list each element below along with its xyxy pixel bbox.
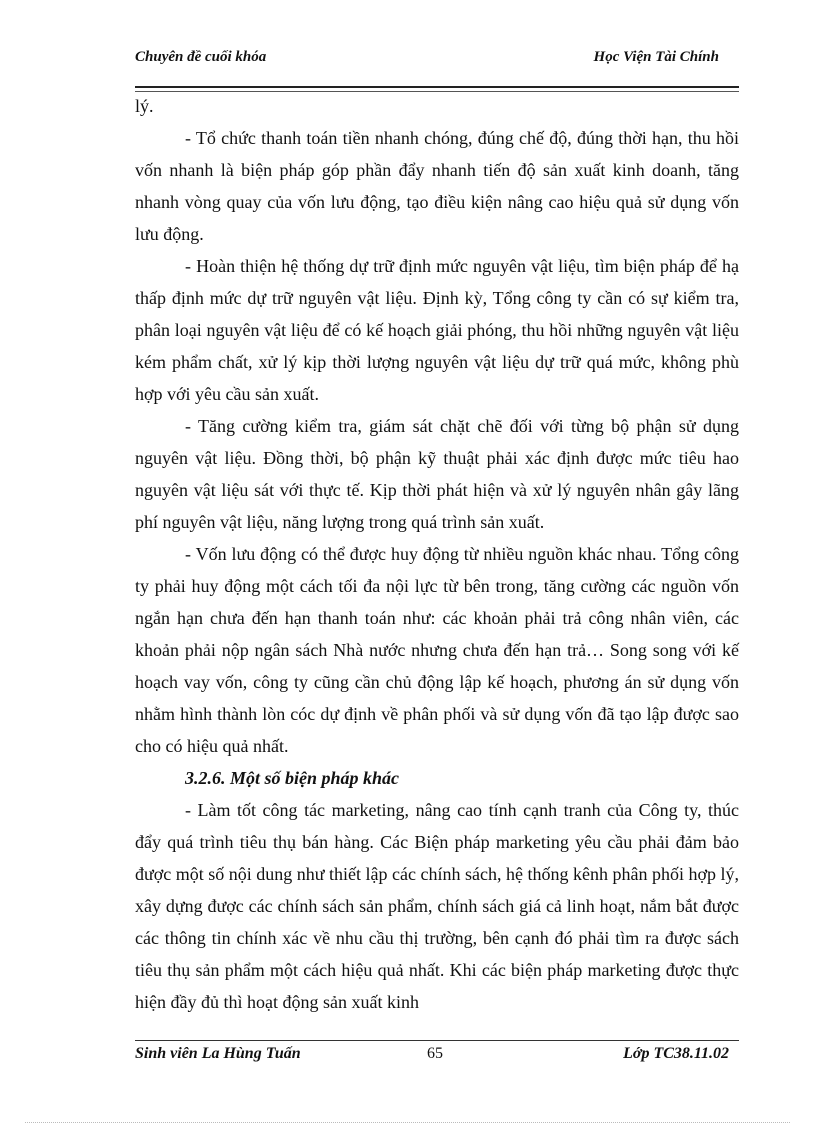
page-footer	[135, 1045, 739, 1067]
footer-rule	[135, 1040, 739, 1041]
paragraph-inventory: - Hoàn thiện hệ thống dự trữ định mức nguyên vật liệu, tìm biện pháp để hạ thấp định mức dự trữ nguyên vật liệu. Định kỳ, Tổng công ty cần có sự kiểm tra, phân loại nguyên vật liệu để có kế hoạch giải phóng, thu hồi những nguyên vật liệu kém phẩm chất, xử lý kịp thời lượng nguyên vật liệu dự trữ quá mức, không phù hợp với yêu cầu sản xuất.	[135, 256, 739, 404]
paragraph-marketing: - Làm tốt công tác marketing, nâng cao tính cạnh tranh của Công ty, thúc đẩy quá trình tiêu thụ bán hàng. Các Biện pháp marketing yêu cầu phải đảm bảo được một số nội dung như thiết lập các chính sách, hệ thống kênh phân phối hợp lý, xây dựng được các chính sách sản phẩm, chính sách giá cả linh hoạt, nắm bắt được các thông tin chính xác về nhu cầu thị trường, bên cạnh đó phải tìm ra được sách tiêu thụ sản phẩm một cách hiệu quả nhất. Khi các biện pháp marketing được thực hiện đầy đủ thì hoạt động sản xuất kinh	[135, 800, 739, 1012]
paragraph-payment: - Tổ chức thanh toán tiền nhanh chóng, đúng chế độ, đúng thời hạn, thu hồi vốn nhanh là biện pháp góp phần đẩy nhanh tiến độ sản xuất kinh doanh, tăng nhanh vòng quay của vốn lưu động, tạo điều kiện nâng cao hiệu quả sử dụng vốn lưu động.	[135, 128, 739, 244]
paragraph-supervision: - Tăng cường kiểm tra, giám sát chặt chẽ đối với từng bộ phận sử dụng nguyên vật liệu. Đồng thời, bộ phận kỹ thuật phải xác định được mức tiêu hao nguyên vật liệu sát với thực tế. Kịp thời phát hiện và xử lý nguyên nhân gây lãng phí nguyên vật liệu, năng lượng trong quá trình sản xuất.	[135, 416, 739, 532]
header-title: Chuyên đề cuối khóa	[135, 49, 267, 65]
paragraph-capital: - Vốn lưu động có thể được huy động từ nhiều nguồn khác nhau. Tổng công ty phải huy động một cách tối đa nội lực từ bên trong, tăng cường các nguồn vốn ngắn hạn chưa đến hạn thanh toán như: các khoản phải trả công nhân viên, các khoản phải nộp ngân sách Nhà nước nhưng chưa đến hạn trả… Song song với kế hoạch vay vốn, công ty cũng cần chủ động lập kế hoạch, phương án sử dụng vốn nhằm hình thành lòn cóc dự định về phân phối và sử dụng vốn đã tạo lập được sao cho có hiệu quả nhất.	[135, 544, 739, 756]
page-header	[135, 49, 739, 69]
header-rule-top	[135, 86, 739, 88]
page-number: 65	[427, 1045, 443, 1062]
section-heading: 3.2.6. Một số biện pháp khác	[185, 768, 400, 788]
document-body	[135, 90, 739, 1018]
paragraph-continuation: lý.	[135, 96, 154, 116]
footer-student: Sinh viên La Hùng Tuấn	[135, 1045, 301, 1062]
footer-class: Lớp TC38.11.02	[623, 1045, 729, 1062]
header-institution: Học Viện Tài Chính	[593, 49, 719, 65]
